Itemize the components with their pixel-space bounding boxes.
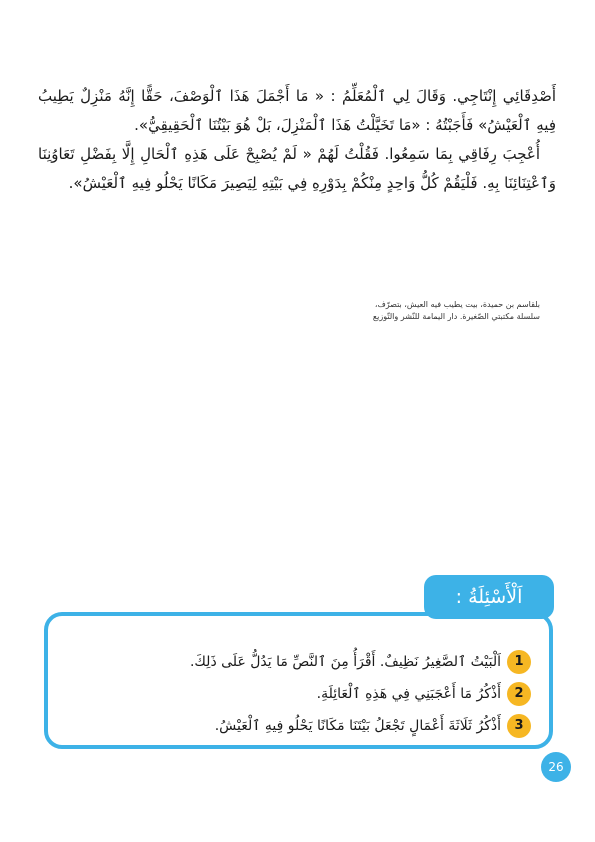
question-item xyxy=(61,646,531,678)
question-number-badge: 2 xyxy=(507,682,531,706)
question-number-badge: 1 xyxy=(507,650,531,674)
questions-header: اَلْأَسْئِلَةُ : xyxy=(424,575,554,619)
source-line: سلسلة مكتبتي الصّغيرة. دار اليمامة للنّشر والتّوزيع xyxy=(372,312,540,321)
questions-box xyxy=(44,612,553,749)
question-text: اَلْبَيْتُ ٱلصَّغِيرُ نَظِيفٌ. أَقْرَأُ مِنَ ٱلنَّصِّ مَا يَدُلُّ عَلَى ذَلِكَ. xyxy=(189,654,501,670)
question-item xyxy=(61,710,531,742)
questions-list xyxy=(61,646,531,742)
question-item xyxy=(61,678,531,710)
source-line: بلقاسم بن حميدة، بيت يطيب فيه العيش، بتصرّف، xyxy=(374,300,540,309)
page-number: 26 xyxy=(541,752,571,782)
question-number-badge: 3 xyxy=(507,714,531,738)
story-paragraph: أُعْجِبَ رِفَاقِي بِمَا سَمِعُوا. فَقُلْتُ لَهُمْ « لَمْ يُصْبِحْ عَلَى هَذِهِ ٱلْحَالِ إِلَّا بِفَضْلِ تَعَاوُنِنَا وَٱعْتِنَائِنَا بِهِ. فَلْيَقُمْ كُلُّ وَاحِدٍ مِنْكُمْ بِدَوْرِهِ فِي بَيْتِهِ لِيَصِيرَ مَكَانًا يَحْلُو فِيهِ ٱلْعَيْشُ». xyxy=(38,145,556,192)
story-paragraph: أَصْدِقَائِي إِنْتَاجِي. وَقَالَ لِي ٱلْمُعَلِّمُ : « مَا أَجْمَلَ هَذَا ٱلْوَصْفَ، حَقًّا إِنَّهُ مَنْزِلٌ يَطِيبُ فِيهِ ٱلْعَيْشُ» فَأَجَبْتُهُ : «مَا تَخَيَّلْتُ هَذَا ٱلْمَنْزِلَ، بَلْ هُوَ بَيْتُنَا ٱلْحَقِيقِيُّ». xyxy=(38,87,556,134)
question-text: أَذْكُرُ مَا أَعْجَبَنِي فِي هَذِهِ ٱلْعَائِلَةِ. xyxy=(316,686,501,702)
source-citation xyxy=(285,299,540,323)
story-text xyxy=(38,82,556,198)
question-text: أَذْكُرُ ثَلَاثَةَ أَعْمَالٍ تَجْعَلُ بَيْتَنَا مَكَانًا يَحْلُو فِيهِ ٱلْعَيْشُ. xyxy=(214,718,501,734)
